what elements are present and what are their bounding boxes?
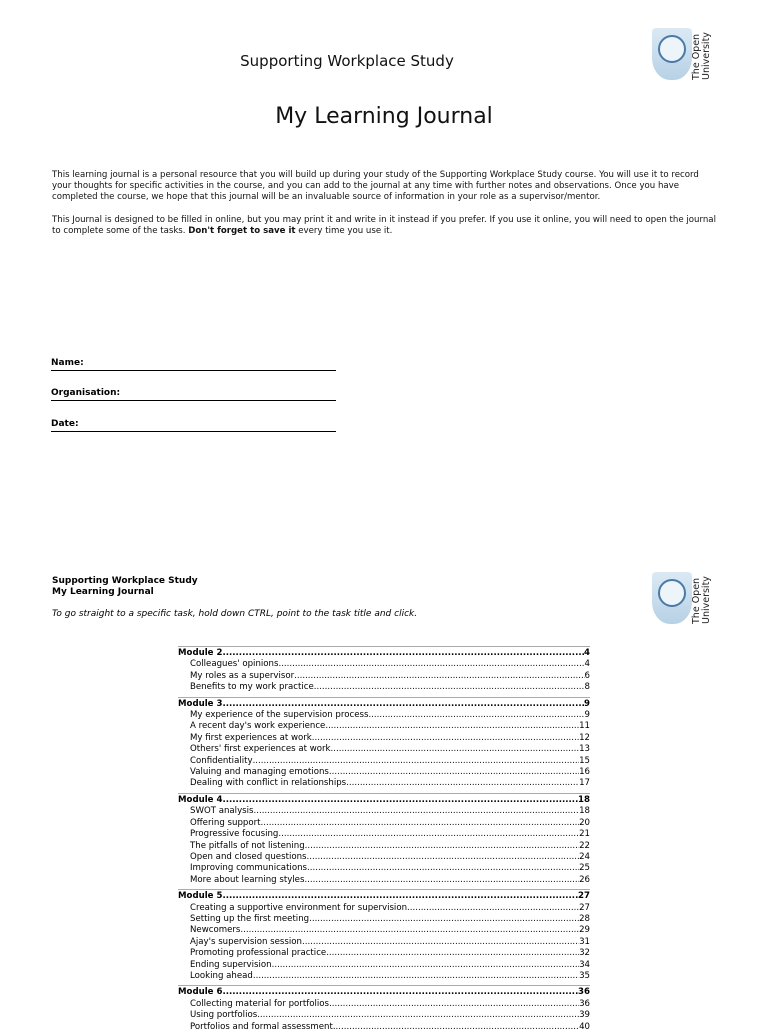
toc-task-link[interactable]: Offering support ..... 20	[178, 818, 590, 829]
toc-task-link[interactable]: Confidentiality ..... 15	[178, 756, 590, 767]
toc-task-link[interactable]: Colleagues' opinions ..... 4	[178, 659, 590, 670]
toc-task-link[interactable]: Setting up the first meeting ..... 28	[178, 914, 590, 925]
toc-task-link[interactable]: The pitfalls of not listening ..... 22	[178, 841, 590, 852]
toc-module	[178, 889, 590, 982]
intro-paragraph-1: This learning journal is a personal resource that you will build up during your study of the Supporting Workplace Study course. You will use it to record your thoughts for specific activities in the course, and you can add to the journal at any time with further notes and observations. Once you have completed the course, we hope that this journal will be an invaluable source of information in your role as a supervisor/mentor.	[52, 170, 699, 202]
toc-task-link[interactable]: Promoting professional practice ..... 32	[178, 948, 590, 959]
date-field[interactable]: Date:	[51, 419, 336, 432]
toc-module-link[interactable]: Module 3 ..... 9	[178, 699, 590, 710]
toc-task-link[interactable]: A recent day's work experience ..... 11	[178, 721, 590, 732]
logo-ring-icon	[658, 579, 686, 607]
toc-task-link[interactable]: Improving communications ..... 25	[178, 863, 590, 874]
toc-module	[178, 985, 590, 1033]
toc-task-link[interactable]: More about learning styles ..... 26	[178, 875, 590, 886]
toc-task-link[interactable]: My experience of the supervision process ..... 9	[178, 710, 590, 721]
logo-ring-icon	[658, 35, 686, 63]
toc-task-link[interactable]: Creating a supportive environment for supervision ..... 27	[178, 903, 590, 914]
toc-module	[178, 646, 590, 694]
toc-task-link[interactable]: Collecting material for portfolios ..... 36	[178, 999, 590, 1010]
table-of-contents	[178, 646, 590, 1033]
toc-module-link[interactable]: Module 6 ..... 36	[178, 987, 590, 998]
intro-paragraph-2: This Journal is designed to be filled in online, but you may print it and write in it instead if you prefer. If you use it online, you will need to open the journal to complete some of the tasks. Don't forget to save it every time you use it.	[52, 215, 716, 236]
toc-task-link[interactable]: Ajay's supervision session ..... 31	[178, 937, 590, 948]
toc-module-link[interactable]: Module 4 ..... 18	[178, 795, 590, 806]
toc-module	[178, 793, 590, 886]
document-title: My Learning Journal	[275, 104, 493, 129]
toc-task-link[interactable]: Ending supervision ..... 34	[178, 960, 590, 971]
toc-task-link[interactable]: Looking ahead ..... 35	[178, 971, 590, 982]
toc-task-link[interactable]: Open and closed questions ..... 24	[178, 852, 590, 863]
page-2-header: Supporting Workplace Study My Learning Journal	[52, 576, 198, 597]
toc-task-link[interactable]: Benefits to my work practice ..... 8	[178, 682, 590, 693]
name-field[interactable]: Name:	[51, 358, 336, 371]
toc-task-link[interactable]: Portfolios and formal assessment ..... 40	[178, 1022, 590, 1033]
toc-module-link[interactable]: Module 2 ..... 4	[178, 648, 590, 659]
toc-task-link[interactable]: My roles as a supervisor ..... 6	[178, 671, 590, 682]
toc-task-link[interactable]: Using portfolios ..... 39	[178, 1010, 590, 1021]
toc-task-link[interactable]: Newcomers ..... 29	[178, 925, 590, 936]
toc-task-link[interactable]: Others' first experiences at work ..... 13	[178, 744, 590, 755]
open-university-logo: The Open University	[652, 28, 724, 86]
toc-task-link[interactable]: Progressive focusing ..... 21	[178, 829, 590, 840]
document-subtitle: Supporting Workplace Study	[240, 52, 454, 70]
toc-task-link[interactable]: My first experiences at work ..... 12	[178, 733, 590, 744]
organisation-field[interactable]: Organisation:	[51, 388, 336, 401]
toc-task-link[interactable]: SWOT analysis ..... 18	[178, 806, 590, 817]
toc-instruction: To go straight to a specific task, hold down CTRL, point to the task title and click.	[52, 609, 418, 619]
toc-module	[178, 697, 590, 790]
toc-task-link[interactable]: Valuing and managing emotions ..... 16	[178, 767, 590, 778]
toc-module-link[interactable]: Module 5 ..... 27	[178, 891, 590, 902]
open-university-logo-2: The Open University	[652, 572, 724, 630]
toc-task-link[interactable]: Dealing with conflict in relationships ..... 17	[178, 778, 590, 789]
